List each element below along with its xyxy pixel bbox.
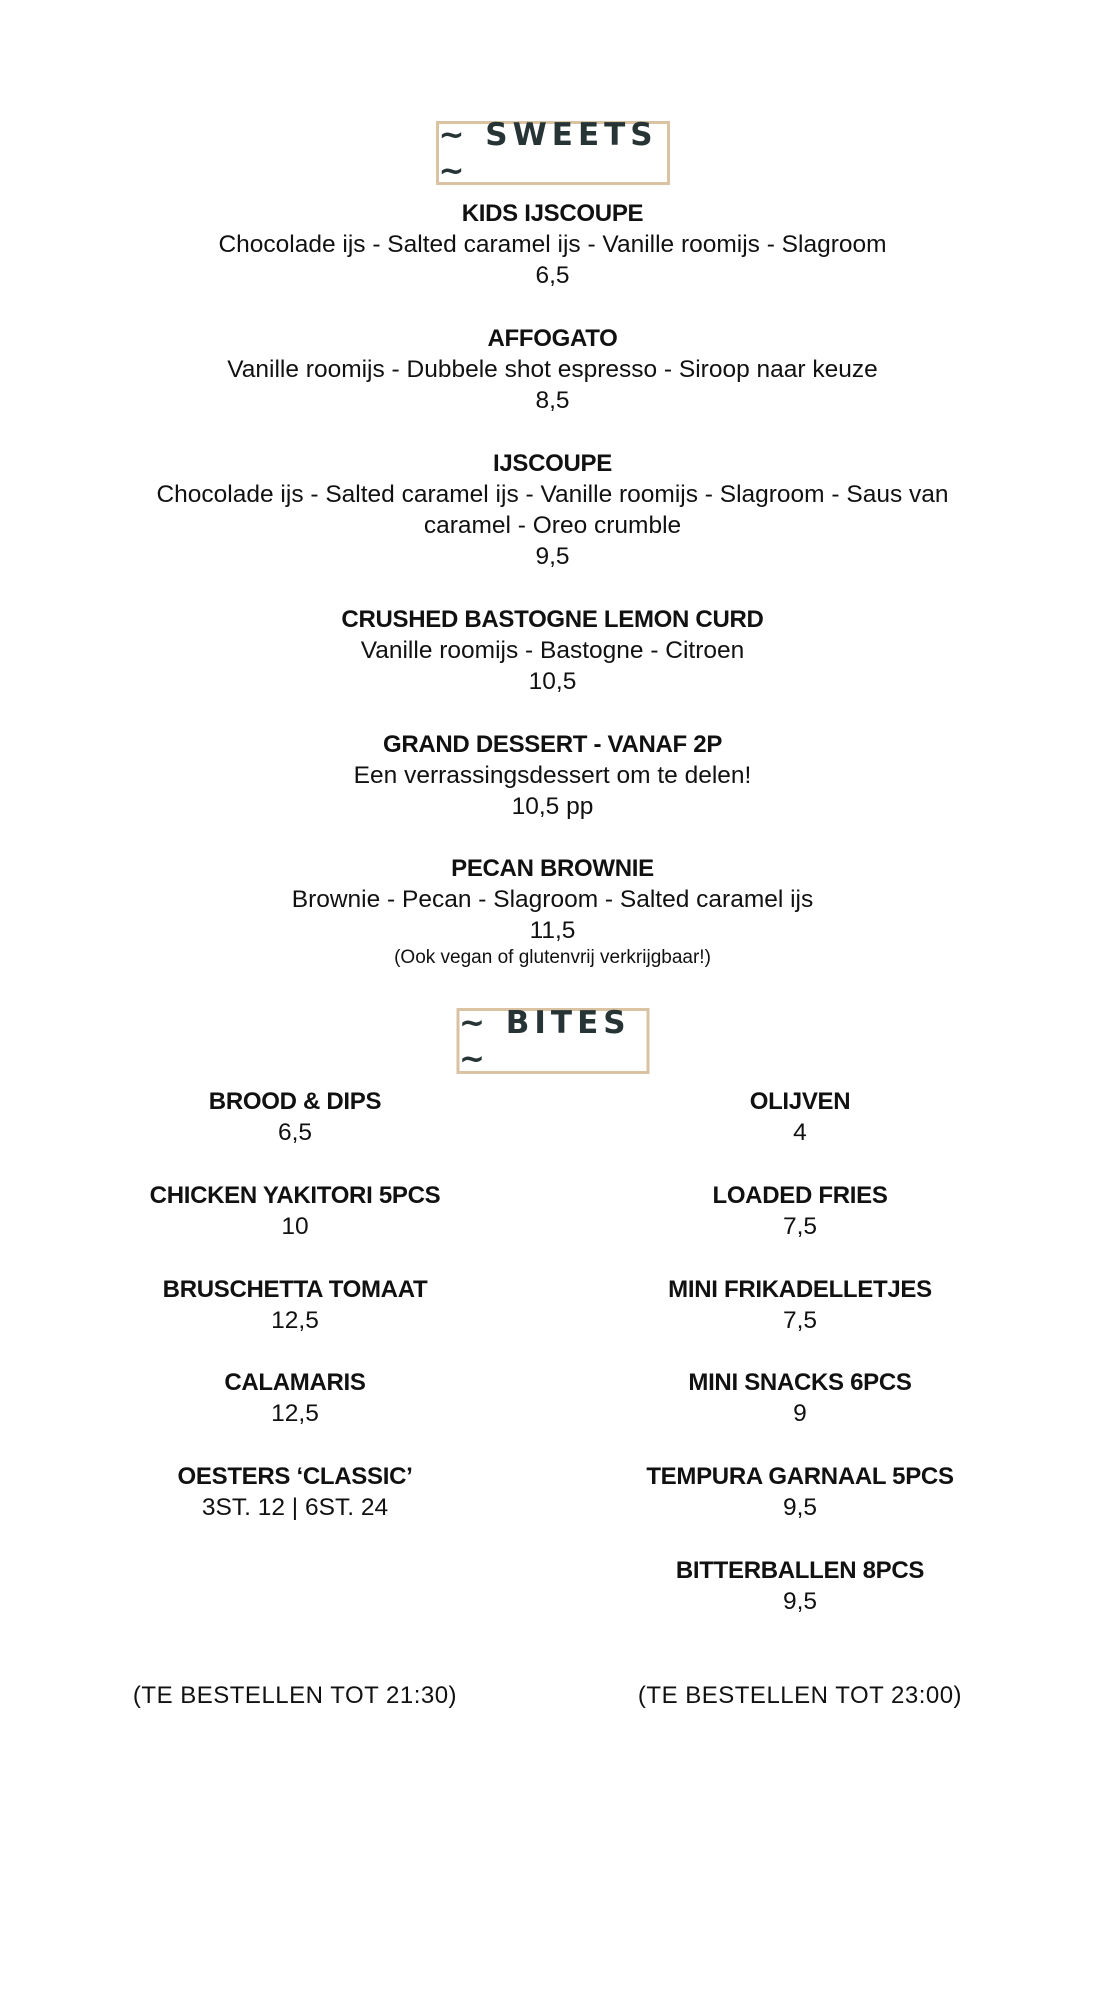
item-price: 9 bbox=[793, 1400, 807, 1427]
item-price: 9,5 bbox=[782, 1588, 818, 1615]
item-note: (Ook vegan of glutenvrij verkrijgbaar!) bbox=[394, 947, 711, 968]
menu-item bbox=[130, 853, 975, 970]
item-price: 10 bbox=[281, 1213, 309, 1240]
item-name: CHICKEN YAKITORI 5PCS bbox=[149, 1182, 441, 1209]
right-order-deadline-note: (TE BESTELLEN TOT 23:00) bbox=[637, 1682, 963, 1709]
left-order-deadline-note: (TE BESTELLEN TOT 21:30) bbox=[132, 1682, 458, 1709]
item-name: LOADED FRIES bbox=[712, 1182, 888, 1209]
menu-item bbox=[130, 198, 975, 291]
item-description-continued: caramel - Oreo crumble bbox=[423, 512, 682, 539]
item-name: OESTERS ‘CLASSIC’ bbox=[177, 1463, 413, 1490]
menu-item bbox=[95, 1086, 495, 1148]
item-price: 9,5 bbox=[535, 543, 570, 570]
item-price: 4 bbox=[793, 1119, 807, 1146]
item-price: 9,5 bbox=[782, 1494, 818, 1521]
menu-item bbox=[600, 1274, 1000, 1336]
item-price: 10,5 bbox=[528, 668, 577, 695]
item-name: OLIJVEN bbox=[749, 1088, 851, 1115]
menu-item bbox=[95, 1367, 495, 1429]
menu-item bbox=[600, 1180, 1000, 1242]
item-name: CALAMARIS bbox=[224, 1369, 366, 1396]
menu-item bbox=[95, 1180, 495, 1242]
menu-item bbox=[600, 1367, 1000, 1429]
item-price: 7,5 bbox=[782, 1307, 818, 1334]
item-price: 11,5 bbox=[529, 917, 576, 944]
item-name: TEMPURA GARNAAL 5PCS bbox=[646, 1463, 954, 1490]
item-price: 7,5 bbox=[782, 1213, 818, 1240]
item-name: KIDS IJSCOUPE bbox=[461, 200, 644, 227]
menu-item bbox=[600, 1555, 1000, 1617]
item-name: AFFOGATO bbox=[487, 325, 618, 352]
menu-item bbox=[95, 1274, 495, 1336]
menu-item bbox=[600, 1461, 1000, 1523]
item-name: GRAND DESSERT - VANAF 2P bbox=[382, 731, 723, 758]
menu-item bbox=[600, 1086, 1000, 1148]
item-price: 3ST. 12 | 6ST. 24 bbox=[201, 1494, 389, 1521]
item-description: Vanille roomijs - Bastogne - Citroen bbox=[360, 637, 745, 664]
item-name: MINI FRIKADELLETJES bbox=[668, 1276, 932, 1303]
item-description: Vanille roomijs - Dubbele shot espresso - Siroop naar keuze bbox=[227, 356, 878, 383]
item-name: CRUSHED BASTOGNE LEMON CURD bbox=[341, 606, 764, 633]
item-name: BRUSCHETTA TOMAAT bbox=[162, 1276, 428, 1303]
menu-item bbox=[130, 604, 975, 697]
item-price: 12,5 bbox=[271, 1307, 319, 1334]
item-name: PECAN BROWNIE bbox=[451, 855, 654, 882]
menu-item bbox=[95, 1461, 495, 1523]
sweets-section-title: ~ SWEETS ~ bbox=[436, 121, 670, 185]
item-name: BITTERBALLEN 8PCS bbox=[675, 1557, 925, 1584]
item-description: Chocolade ijs - Salted caramel ijs - Vanille roomijs - Slagroom bbox=[218, 231, 887, 258]
item-price: 8,5 bbox=[535, 387, 570, 414]
menu-item bbox=[130, 323, 975, 416]
item-name: BROOD & DIPS bbox=[208, 1088, 382, 1115]
item-price: 6,5 bbox=[535, 262, 570, 289]
menu-item bbox=[130, 729, 975, 822]
item-price: 12,5 bbox=[271, 1400, 319, 1427]
menu-item bbox=[130, 448, 975, 572]
bites-section-title: ~ BITES ~ bbox=[456, 1008, 649, 1074]
item-price: 10,5 pp bbox=[511, 793, 594, 820]
item-name: IJSCOUPE bbox=[493, 450, 612, 477]
item-description: Brownie - Pecan - Slagroom - Salted caramel ijs bbox=[291, 886, 814, 913]
item-description: Chocolade ijs - Salted caramel ijs - Vanille roomijs - Slagroom - Saus van bbox=[156, 481, 949, 508]
item-description: Een verrassingsdessert om te delen! bbox=[353, 762, 752, 789]
item-name: MINI SNACKS 6PCS bbox=[688, 1369, 912, 1396]
item-price: 6,5 bbox=[277, 1119, 313, 1146]
